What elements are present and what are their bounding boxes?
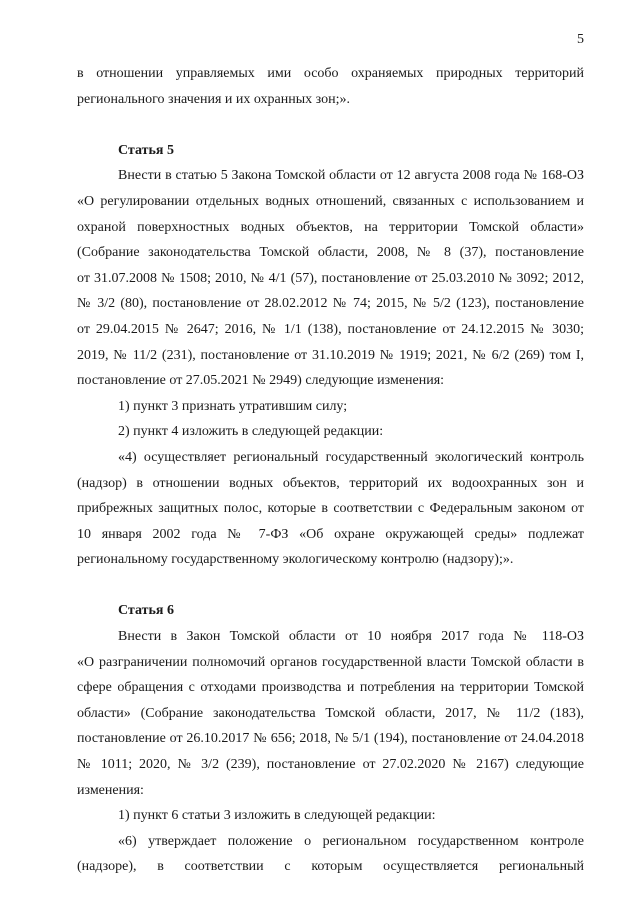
list-item: 1) пункт 6 статьи 3 изложить в следующей редакции: — [118, 808, 436, 824]
body-line: постановление от 27.05.2021 № 2949) следующие изменения: — [77, 373, 445, 389]
list-item: 2) пункт 4 изложить в следующей редакции: — [118, 424, 384, 440]
body-line: (Собрание законодательства Томской области, 2008, № 8 (37), постановление — [77, 245, 584, 261]
body-line: «О разграничении полномочий органов государственной власти Томской области в — [77, 654, 584, 670]
quote-line: 10 января 2002 года № 7-ФЗ «Об охране окружающей среды» подлежат — [77, 526, 584, 542]
body-line: Внести в статью 5 Закона Томской области от 12 августа 2008 года № 168-ОЗ — [118, 168, 584, 184]
body-line: в отношении управляемых ими особо охраняемых природных территорий — [77, 66, 584, 81]
body-line: от 29.04.2015 № 2647; 2016, № 1/1 (138), постановление от 24.12.2015 № 3030; — [77, 321, 584, 337]
list-item: 1) пункт 3 признать утратившим силу; — [118, 398, 348, 414]
document-body — [77, 61, 584, 880]
body-line: Внести в Закон Томской области от 10 ноября 2017 года № 118-ОЗ — [118, 629, 584, 645]
article-6-heading: Статья 6 — [118, 603, 174, 619]
body-line: № 1011; 2020, № 3/2 (239), постановление от 27.02.2020 № 2167) следующие — [77, 757, 584, 773]
body-line: № 3/2 (80), постановление от 28.02.2012 № 74; 2015, № 5/2 (123), постановление — [77, 296, 584, 312]
body-line: от 31.07.2008 № 1508; 2010, № 4/1 (57), постановление от 25.03.2010 № 3092; 2012, — [77, 270, 584, 286]
body-line: изменения: — [77, 782, 144, 798]
quote-line: «6) утверждает положение о региональном государственном контроле — [118, 833, 584, 849]
body-line: охраной поверхностных водных объектов, на территории Томской области» — [77, 219, 584, 235]
body-line: регионального значения и их охранных зон;». — [77, 91, 350, 107]
quote-line: (надзоре), в соответствии с которым осуществляется региональный — [77, 859, 584, 875]
quote-line: прибрежных защитных полос, которые в соответствии с Федеральным законом от — [77, 501, 584, 517]
body-line: сфере обращения с отходами производства и потребления на территории Томской — [77, 680, 584, 696]
body-line: области» (Собрание законодательства Томской области, 2017, № 11/2 (183), — [77, 705, 584, 721]
body-line: постановление от 26.10.2017 № 656; 2018, № 5/1 (194), постановление от 24.04.2018 — [77, 731, 584, 747]
quote-line: региональному государственному экологическому контролю (надзору);». — [77, 552, 514, 568]
page-number: 5 — [577, 32, 584, 47]
quote-line: (надзор) в отношении водных объектов, территорий их водоохранных зон и — [77, 475, 584, 491]
article-5-heading: Статья 5 — [118, 142, 174, 158]
body-line: 2019, № 11/2 (231), постановление от 31.10.2019 № 1919; 2021, № 6/2 (269) том I, — [77, 347, 584, 363]
body-line: «О регулировании отдельных водных отношений, связанных с использованием и — [77, 193, 584, 209]
quote-line: «4) осуществляет региональный государственный экологический контроль — [118, 449, 584, 465]
